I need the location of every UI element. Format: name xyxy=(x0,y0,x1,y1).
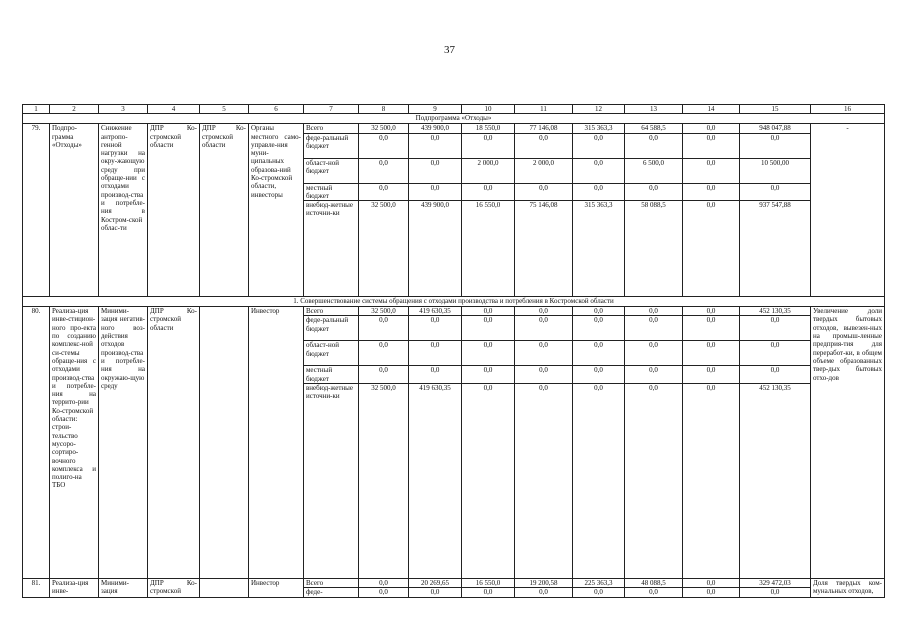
amount-cell: 419 630,35 xyxy=(409,384,462,579)
budget-table xyxy=(22,104,885,598)
amount-cell: 0,0 xyxy=(683,579,740,588)
amount-cell: 16 550,0 xyxy=(462,201,515,297)
amount-cell: 0,0 xyxy=(515,341,573,366)
amount-cell: 0,0 xyxy=(515,307,573,316)
amount-cell: 225 363,3 xyxy=(573,579,625,588)
amount-cell: 32 500,0 xyxy=(359,201,409,297)
table-row xyxy=(23,307,885,316)
measure-goal: Снижение антропо-генной нагрузки на окру-жающую среду при обраще-нии с отходами производ-ства и потребле-ния в Костром-ской облас-ти xyxy=(99,124,148,297)
amount-cell: 0,0 xyxy=(359,579,409,588)
subprogram-title-row xyxy=(23,114,885,124)
amount-cell: 0,0 xyxy=(573,316,625,341)
amount-cell: 0,0 xyxy=(683,201,740,297)
amount-cell: 0,0 xyxy=(359,158,409,183)
amount-cell: 329 472,03 xyxy=(740,579,811,588)
amount-cell: 0,0 xyxy=(409,133,462,158)
funding-source: феде-ральный бюджет xyxy=(304,133,359,158)
amount-cell: 0,0 xyxy=(740,133,811,158)
amount-cell: 58 088,5 xyxy=(625,201,683,297)
amount-cell: 0,0 xyxy=(462,366,515,384)
amount-cell: 6 500,0 xyxy=(625,158,683,183)
row-number: 79. xyxy=(23,124,50,297)
amount-cell: 0,0 xyxy=(462,316,515,341)
participants: Инвестор xyxy=(249,307,304,579)
amount-cell: 0,0 xyxy=(573,341,625,366)
column-header: 10 xyxy=(462,105,515,114)
amount-cell: 16 550,0 xyxy=(462,579,515,588)
amount-cell: 0,0 xyxy=(683,366,740,384)
amount-cell: 0,0 xyxy=(683,183,740,201)
amount-cell: 0,0 xyxy=(515,366,573,384)
amount-cell: 0,0 xyxy=(359,133,409,158)
funding-source: внебюд-жетные источни-ки xyxy=(304,201,359,297)
funding-source: област-ной бюджет xyxy=(304,158,359,183)
column-header: 7 xyxy=(304,105,359,114)
amount-cell: 439 900,0 xyxy=(409,124,462,133)
amount-cell: 0,0 xyxy=(409,341,462,366)
amount-cell: 0,0 xyxy=(683,588,740,597)
amount-cell: 0,0 xyxy=(359,341,409,366)
amount-cell: 0,0 xyxy=(462,133,515,158)
funding-source: Всего xyxy=(304,124,359,133)
section-title: 1. Совершенствование системы обращения с отходами производства и потребления в Костромской области xyxy=(23,297,885,307)
column-header: 11 xyxy=(515,105,573,114)
amount-cell: 0,0 xyxy=(625,588,683,597)
amount-cell: 0,0 xyxy=(515,316,573,341)
amount-cell: 0,0 xyxy=(683,133,740,158)
amount-cell: 0,0 xyxy=(573,366,625,384)
amount-cell: 0,0 xyxy=(359,366,409,384)
amount-cell: 0,0 xyxy=(625,307,683,316)
column-header: 14 xyxy=(683,105,740,114)
executor: ДПР Ко-стромской области xyxy=(148,124,200,297)
co-executor: ДПР Ко-стромской области xyxy=(200,124,249,297)
amount-cell: 32 500,0 xyxy=(359,124,409,133)
amount-cell: 32 500,0 xyxy=(359,384,409,579)
amount-cell: 0,0 xyxy=(573,133,625,158)
amount-cell: 0,0 xyxy=(683,124,740,133)
expected-result: - xyxy=(811,124,885,297)
amount-cell: 948 047,88 xyxy=(740,124,811,133)
amount-cell: 0,0 xyxy=(573,183,625,201)
amount-cell: 0,0 xyxy=(683,341,740,366)
column-header: 6 xyxy=(249,105,304,114)
amount-cell: 0,0 xyxy=(625,133,683,158)
measure-name: Реализа-ция инве-стицион-ного про-екта по созданию комплекс-ной си-стемы обраще-ния с отходами производ-ства и потребле-ния на террито-рии Ко-стромской области: строи-тельство мусоро-сортиро-вочного комплекса и полиго-на ТБО xyxy=(50,307,99,579)
amount-cell: 0,0 xyxy=(409,366,462,384)
page-number: 37 xyxy=(444,44,455,56)
measure-goal: Миними-зация xyxy=(99,579,148,598)
participants: Инвестор xyxy=(249,579,304,598)
column-header: 9 xyxy=(409,105,462,114)
amount-cell: 0,0 xyxy=(409,588,462,597)
amount-cell: 0,0 xyxy=(409,316,462,341)
amount-cell: 0,0 xyxy=(740,183,811,201)
row-number: 81. xyxy=(23,579,50,598)
amount-cell: 0,0 xyxy=(683,158,740,183)
amount-cell: 0,0 xyxy=(573,158,625,183)
amount-cell: 0,0 xyxy=(740,316,811,341)
funding-source: област-ной бюджет xyxy=(304,341,359,366)
funding-source: внебюд-жетные источни-ки xyxy=(304,384,359,579)
column-header: 13 xyxy=(625,105,683,114)
column-header: 4 xyxy=(148,105,200,114)
amount-cell: 0,0 xyxy=(573,588,625,597)
executor: ДПР Ко-стромской области xyxy=(148,307,200,579)
column-header: 2 xyxy=(50,105,99,114)
row-number: 80. xyxy=(23,307,50,579)
amount-cell: 0,0 xyxy=(683,384,740,579)
funding-source: феде- xyxy=(304,588,359,597)
amount-cell: 19 200,58 xyxy=(515,579,573,588)
amount-cell: 64 588,5 xyxy=(625,124,683,133)
measure-goal: Миними-зация негатив-ного воз-действия отходов производ-ства и потребле-ния на окружаю-щую среду xyxy=(99,307,148,579)
co-executor xyxy=(200,579,249,598)
amount-cell: 0,0 xyxy=(462,588,515,597)
amount-cell: 18 550,0 xyxy=(462,124,515,133)
amount-cell: 32 500,0 xyxy=(359,307,409,316)
column-header: 5 xyxy=(200,105,249,114)
expected-result: Доля твердых ком-мунальных отходов, xyxy=(811,579,885,598)
amount-cell: 452 130,35 xyxy=(740,307,811,316)
amount-cell: 419 630,35 xyxy=(409,307,462,316)
amount-cell: 0,0 xyxy=(625,366,683,384)
amount-cell: 315 363,3 xyxy=(573,124,625,133)
column-header: 12 xyxy=(573,105,625,114)
amount-cell: 75 146,08 xyxy=(515,201,573,297)
amount-cell: 0,0 xyxy=(359,316,409,341)
amount-cell: 0,0 xyxy=(740,341,811,366)
amount-cell: 0,0 xyxy=(683,316,740,341)
subprogram-title: Подпрограмма «Отходы» xyxy=(23,114,885,124)
amount-cell: 0,0 xyxy=(359,588,409,597)
amount-cell: 0,0 xyxy=(515,384,573,579)
amount-cell: 0,0 xyxy=(573,307,625,316)
amount-cell: 20 269,65 xyxy=(409,579,462,588)
amount-cell: 439 900,0 xyxy=(409,201,462,297)
amount-cell: 0,0 xyxy=(515,183,573,201)
column-header: 8 xyxy=(359,105,409,114)
amount-cell: 0,0 xyxy=(515,133,573,158)
column-header: 16 xyxy=(811,105,885,114)
amount-cell: 10 500,00 xyxy=(740,158,811,183)
funding-source: местный бюджет xyxy=(304,183,359,201)
table-row xyxy=(23,124,885,133)
amount-cell: 0,0 xyxy=(683,307,740,316)
amount-cell: 0,0 xyxy=(409,158,462,183)
amount-cell: 0,0 xyxy=(740,588,811,597)
funding-source: Всего xyxy=(304,307,359,316)
column-header: 1 xyxy=(23,105,50,114)
expected-result: Увеличение доли твердых бытовых отходов, вывезен-ных на промыш-ленные предприя-тия для переработ-ки, в общем объеме образованных твер-дых бытовых отхо-дов xyxy=(811,307,885,579)
amount-cell: 48 088,5 xyxy=(625,579,683,588)
amount-cell: 0,0 xyxy=(625,384,683,579)
co-executor xyxy=(200,307,249,579)
amount-cell: 315 363,3 xyxy=(573,201,625,297)
amount-cell: 937 547,88 xyxy=(740,201,811,297)
amount-cell: 0,0 xyxy=(625,183,683,201)
column-header: 15 xyxy=(740,105,811,114)
amount-cell: 0,0 xyxy=(462,183,515,201)
amount-cell: 0,0 xyxy=(462,341,515,366)
table-row xyxy=(23,579,885,588)
participants: Органы местного само-управле-ния муни-ципальных образова-ний Ко-стромской области, инвесторы xyxy=(249,124,304,297)
amount-cell: 0,0 xyxy=(625,341,683,366)
amount-cell: 77 146,08 xyxy=(515,124,573,133)
amount-cell: 0,0 xyxy=(515,588,573,597)
column-header-row xyxy=(23,105,885,114)
amount-cell: 0,0 xyxy=(740,366,811,384)
column-header: 3 xyxy=(99,105,148,114)
amount-cell: 0,0 xyxy=(573,384,625,579)
amount-cell: 0,0 xyxy=(409,183,462,201)
measure-name: Подпро-грамма «Отходы» xyxy=(50,124,99,297)
executor: ДПР Ко-стромской xyxy=(148,579,200,598)
section-title-row xyxy=(23,297,885,307)
funding-source: феде-ральный бюджет xyxy=(304,316,359,341)
amount-cell: 0,0 xyxy=(462,384,515,579)
amount-cell: 0,0 xyxy=(625,316,683,341)
amount-cell: 452 130,35 xyxy=(740,384,811,579)
amount-cell: 0,0 xyxy=(462,307,515,316)
amount-cell: 2 000,0 xyxy=(462,158,515,183)
amount-cell: 2 000,0 xyxy=(515,158,573,183)
funding-source: местный бюджет xyxy=(304,366,359,384)
funding-source: Всего xyxy=(304,579,359,588)
measure-name: Реализа-ция инве- xyxy=(50,579,99,598)
amount-cell: 0,0 xyxy=(359,183,409,201)
